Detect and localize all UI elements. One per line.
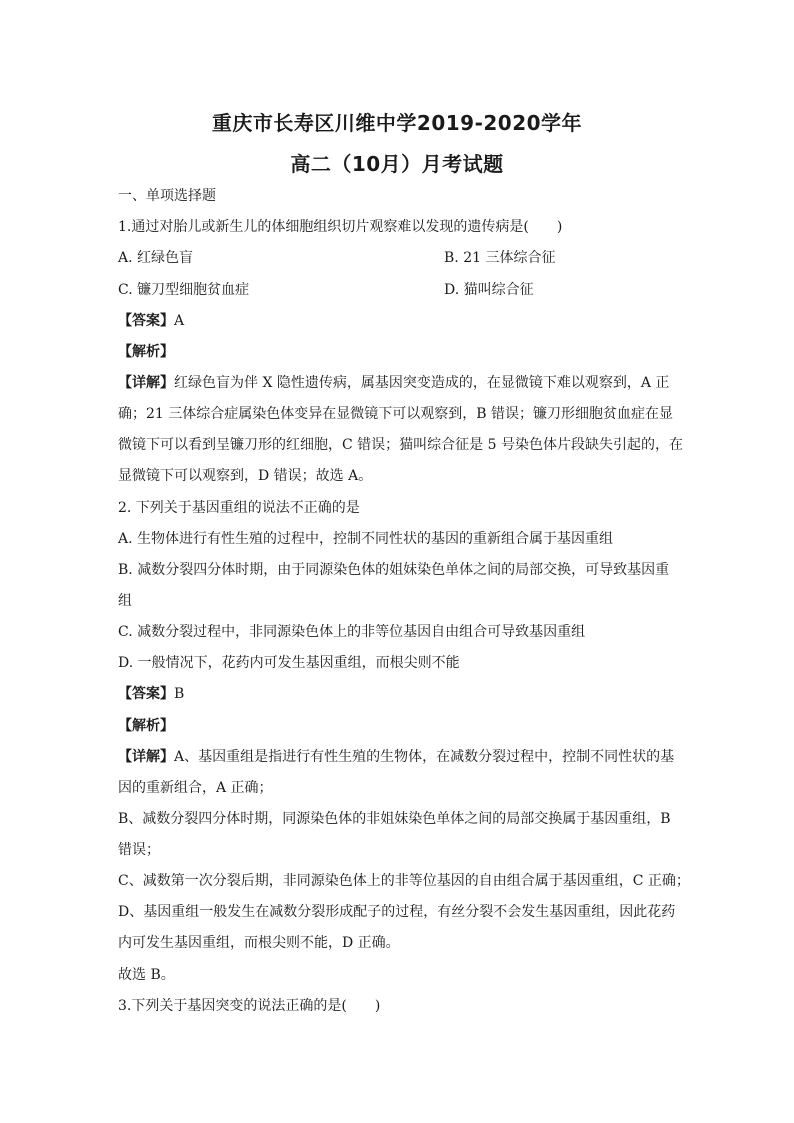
exam-title-line2: 高二（10月）月考试题 (290, 152, 504, 176)
question-3-stem: 3.下列关于基因突变的说法正确的是( ) (118, 998, 381, 1014)
question-2-answer (118, 684, 184, 704)
question-2-detail-line-1 (118, 747, 674, 767)
question-2-stem: 2. 下列关于基因重组的说法不正确的是 (118, 500, 360, 516)
question-1-analysis-label: 【解析】 (118, 344, 174, 360)
question-1-option-b: B. 21 三体综合征 (444, 250, 556, 266)
question-1-answer (118, 311, 184, 331)
question-2-detail-line-5: C、减数第一次分裂后期，非同源染色体上的非等位基因的自由组合属于基因重组，C 正确； (118, 873, 690, 889)
answer-value: B (174, 686, 185, 702)
question-2-detail-line-2: 因的重新组合，A 正确； (118, 780, 273, 796)
question-2-option-d: D. 一般情况下，花药内可发生基因重组，而根尖则不能 (118, 655, 460, 671)
question-1-stem: 1.通过对胎儿或新生儿的体细胞组织切片观察难以发现的遗传病是( ) (118, 219, 563, 235)
question-2-analysis-label: 【解析】 (118, 718, 174, 734)
question-1-detail-line-4: 显微镜下可以观察到，D 错误；故选 A。 (118, 468, 373, 484)
detail-text: A、基因重组是指进行有性生殖的生物体，在减数分裂过程中，控制不同性状的基 (174, 749, 675, 765)
question-2-option-b-continued: 组 (118, 593, 132, 609)
detail-label: 【详解】 (118, 375, 174, 391)
detail-text: 红绿色盲为伴 X 隐性遗传病，属基因突变造成的，在显微镜下难以观察到，A 正 (174, 375, 670, 391)
question-2-option-c: C. 减数分裂过程中，非同源染色体上的非等位基因自由组合可导致基因重组 (118, 624, 586, 640)
question-2-detail-line-4: 错误； (118, 842, 160, 858)
question-2-option-a: A. 生物体进行有性生殖的过程中，控制不同性状的基因的重新组合属于基因重组 (118, 531, 614, 547)
question-2-option-b: B. 减数分裂四分体时期，由于同源染色体的姐妹染色单体之间的局部交换，可导致基因重 (118, 562, 670, 578)
question-2-detail-line-8: 故选 B。 (118, 967, 175, 983)
exam-title-line1: 重庆市长寿区川维中学2019-2020学年 (211, 111, 583, 135)
question-1-detail-line-2: 确；21 三体综合症属染色体变异在显微镜下可以观察到，B 错误；镰刀形细胞贫血症在显 (118, 406, 674, 422)
question-2-detail-line-7: 内可发生基因重组，而根尖则不能，D 正确。 (118, 935, 400, 951)
question-1-detail-line-1 (118, 373, 669, 393)
answer-label: 【答案】 (118, 313, 174, 329)
question-1-option-c: C. 镰刀型细胞贫血症 (118, 282, 250, 298)
question-2-detail-line-6: D、基因重组一般发生在减数分裂形成配子的过程，有丝分裂不会发生基因重组，因此花药 (118, 904, 676, 920)
answer-label: 【答案】 (118, 686, 174, 702)
question-1-option-d: D. 猫叫综合征 (444, 282, 534, 298)
question-1-detail-line-3: 微镜下可以看到呈镰刀形的红细胞，C 错误；猫叫综合征是 5 号染色体片段缺失引起的，在 (118, 437, 683, 453)
answer-value: A (174, 313, 185, 329)
question-1-option-a: A. 红绿色盲 (118, 250, 194, 266)
detail-label: 【详解】 (118, 749, 174, 765)
section-heading: 一、单项选择题 (118, 188, 216, 204)
question-2-detail-line-3: B、减数分裂四分体时期，同源染色体的非姐妹染色单体之间的局部交换属于基因重组，B (118, 811, 671, 827)
